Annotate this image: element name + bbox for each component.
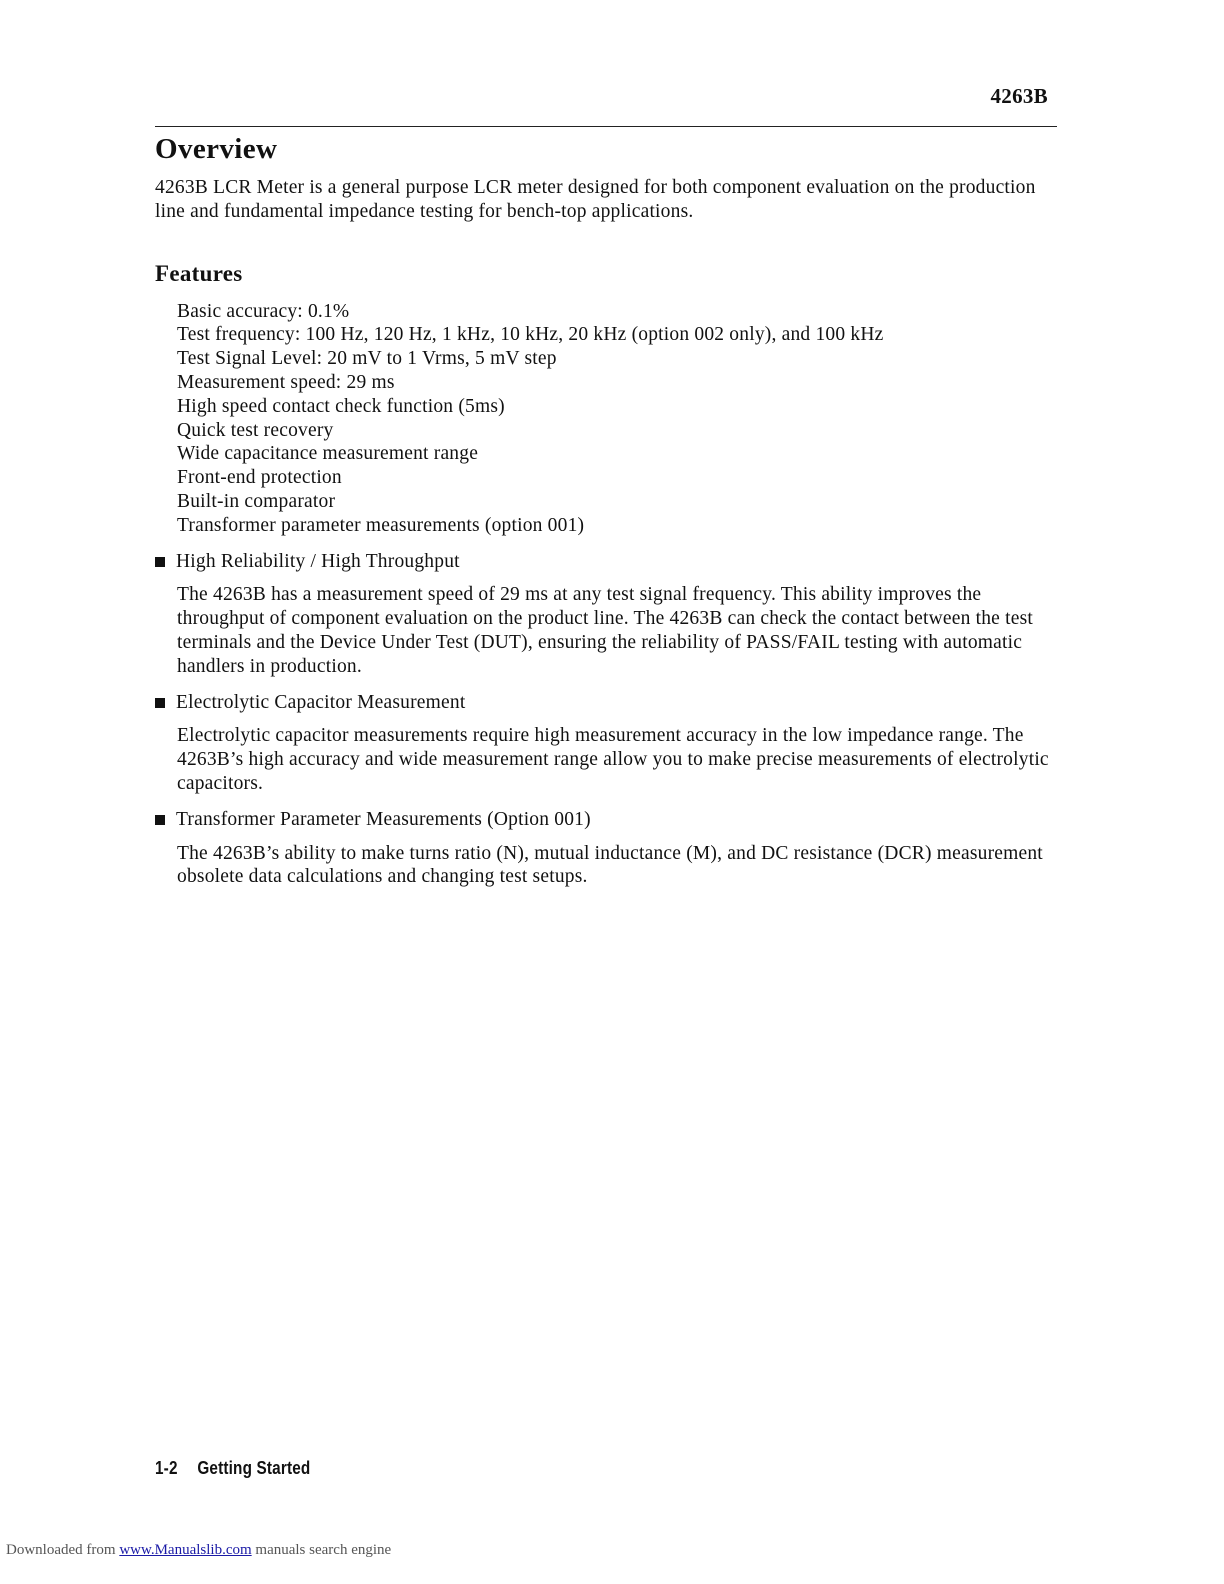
page-code: 4263B (990, 84, 1048, 108)
feature-item: Quick test recovery (177, 419, 334, 441)
page-title: Overview (155, 133, 278, 165)
section-body: The 4263B has a measurement speed of 29 ms at any test signal frequency. This ability improves the throughput of component evaluation on the product line. The 4263B can check the contact between the test terminals and the Device Under Test (DUT), ensuring the reliability of PASS/FAIL testing with automatic handlers in production. (177, 584, 1033, 677)
section-electrolytic (155, 691, 1055, 796)
feature-item: Front-end protection (177, 467, 342, 489)
section-title: High Reliability / High Throughput (176, 550, 460, 572)
page-number: 1-2 (155, 1458, 178, 1478)
feature-item: Wide capacitance measurement range (177, 443, 479, 465)
feature-item: Test frequency: 100 Hz, 120 Hz, 1 kHz, 10 kHz, 20 kHz (option 002 only), and 100 kHz (177, 324, 884, 346)
feature-item: Basic accuracy: 0.1% (177, 300, 350, 322)
page-footer (155, 1458, 310, 1479)
section-body: Electrolytic capacitor measurements require high measurement accuracy in the low impedance range. The 4263B’s high accuracy and wide measurement range allow you to make precise measurements of electrolytic capacitors. (177, 725, 1049, 794)
main-content (155, 130, 1055, 901)
feature-item: Test Signal Level: 20 mV to 1 Vrms, 5 mV step (177, 348, 557, 370)
feature-item: Transformer parameter measurements (option 001) (177, 514, 585, 536)
features-list (177, 300, 1055, 538)
section-title: Transformer Parameter Measurements (Option 001) (176, 808, 591, 830)
feature-item: Measurement speed: 29 ms (177, 371, 395, 393)
features-heading: Features (155, 260, 243, 286)
square-bullet-icon (155, 815, 165, 825)
section-heading-row (155, 691, 1055, 715)
feature-item: High speed contact check function (5ms) (177, 395, 505, 417)
intro-paragraph: 4263B LCR Meter is a general purpose LCR meter designed for both component evaluation on the production line and fundamental impedance testing for bench-top applications. (155, 177, 1036, 222)
section-heading-row (155, 808, 1055, 832)
download-suffix: manuals search engine (255, 1542, 392, 1558)
chapter-name: Getting Started (197, 1458, 311, 1478)
square-bullet-icon (155, 557, 165, 567)
section-transformer (155, 808, 1055, 889)
section-high-reliability (155, 550, 1055, 679)
section-title: Electrolytic Capacitor Measurement (176, 691, 466, 713)
section-body: The 4263B’s ability to make turns ratio (N), mutual inductance (M), and DC resistance (DCR) measurement obsolete data calculations and changing test setups. (177, 842, 1043, 888)
section-heading-row (155, 550, 1055, 574)
feature-item: Built-in comparator (177, 490, 336, 512)
download-prefix: Downloaded from (6, 1542, 116, 1558)
manualslib-link[interactable]: www.Manualslib.com (119, 1542, 252, 1558)
download-notice (6, 1542, 391, 1559)
header-rule (155, 126, 1057, 127)
square-bullet-icon (155, 698, 165, 708)
